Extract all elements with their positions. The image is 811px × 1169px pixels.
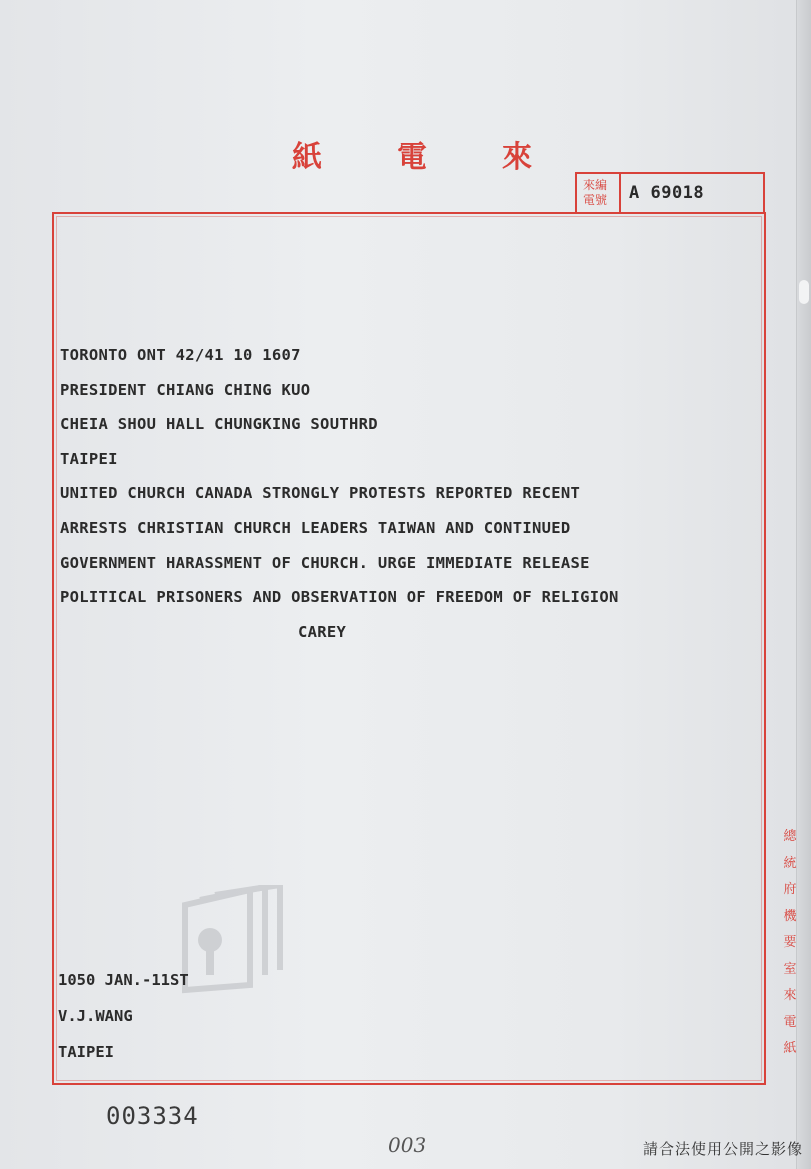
side-char: 室 (783, 961, 797, 977)
label-line-1: 來編 (583, 178, 608, 192)
side-char: 要 (783, 935, 797, 950)
telegram-number-label (577, 174, 621, 212)
telegram-number-box (575, 172, 765, 212)
page-number: 003 (388, 1133, 427, 1157)
telegram-line: ARRESTS CHRISTIAN CHURCH LEADERS TAIWAN AND CONTINUED (60, 518, 571, 537)
binding-notch (799, 280, 809, 304)
title-char: 來 (502, 140, 532, 175)
side-char: 紙 (783, 1041, 797, 1056)
usage-notice: 請合法使用公開之影像 (642, 1140, 803, 1158)
telegram-line: CHEIA SHOU HALL CHUNGKING SOUTHRD (60, 415, 378, 434)
side-office-label (779, 826, 801, 1065)
telegram-line: PRESIDENT CHIANG CHING KUO (60, 380, 311, 399)
signature: CAREY (298, 622, 347, 641)
side-char: 機 (783, 908, 797, 924)
telegram-line: TAIPEI (60, 449, 118, 468)
archive-watermark-icon (180, 885, 290, 995)
side-char: 來 (783, 988, 797, 1003)
receive-time: 1050 JAN.-11ST (58, 971, 189, 989)
telegram-line: TORONTO ONT 42/41 10 1607 (60, 346, 301, 364)
form-title (292, 132, 532, 176)
side-char: 電 (783, 1014, 797, 1030)
telegram-line: GOVERNMENT HARASSMENT OF CHURCH. URGE IMMEDIATE RELEASE (60, 553, 590, 572)
telegram-line: UNITED CHURCH CANADA STRONGLY PROTESTS REPORTED RECENT (60, 484, 581, 503)
side-char: 府 (783, 882, 797, 897)
label-line-2: 電號 (583, 193, 608, 207)
side-char: 總 (783, 829, 797, 844)
telegram-footer (58, 965, 189, 1073)
operator-name: V.J.WANG (58, 1007, 133, 1025)
telegram-line: POLITICAL PRISONERS AND OBSERVATION OF FREEDOM OF RELIGION (60, 588, 619, 607)
serial-number: 003334 (106, 1102, 199, 1130)
telegram-number-value: A 69018 (629, 183, 705, 203)
title-char: 電 (397, 140, 427, 175)
title-char: 紙 (292, 140, 322, 175)
telegram-body (60, 342, 750, 653)
side-char: 統 (783, 855, 797, 871)
footer-city: TAIPEI (58, 1043, 114, 1061)
